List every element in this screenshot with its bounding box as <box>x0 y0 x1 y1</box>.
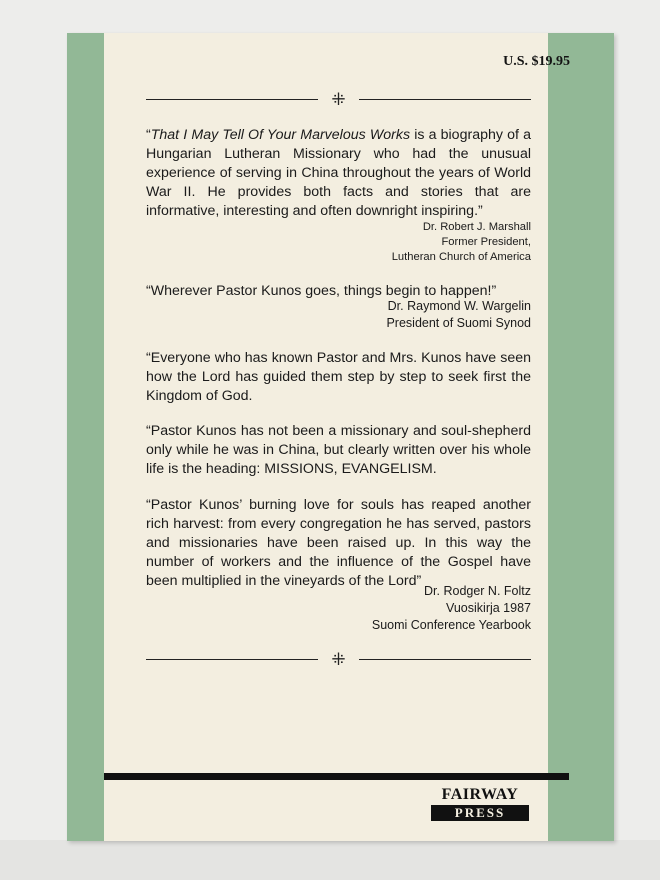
divider-line-right <box>359 99 531 100</box>
book-title: That I May Tell Of Your Marvelous Works <box>150 127 411 143</box>
publisher-name-top: FAIRWAY <box>441 786 519 803</box>
attribution-name: Dr. Raymond W. Wargelin <box>387 299 531 313</box>
attribution-role: Former President, <box>441 236 531 248</box>
attribution-foltz <box>372 583 531 634</box>
attribution-marshall <box>392 220 531 265</box>
quote-marshall <box>146 126 531 221</box>
price-label: U.S. $19.95 <box>503 54 570 69</box>
attribution-source: Vuosikirja 1987 <box>445 601 531 615</box>
attribution-org: Lutheran Church of America <box>391 251 531 263</box>
quote-kunos-family: “Everyone who has known Pastor and Mrs. Kunos have seen how the Lord has guided them step by step to seek first the Kingdom of God. <box>146 350 531 404</box>
green-band-left <box>67 33 104 841</box>
attribution-source-title: Suomi Conference Yearbook <box>371 618 531 632</box>
divider-line-left <box>146 659 318 660</box>
publisher-name-bottom: PRESS <box>431 805 529 821</box>
divider-line-left <box>146 99 318 100</box>
table-surface <box>0 840 660 880</box>
green-band-right <box>548 33 614 841</box>
divider-line-right <box>359 659 531 660</box>
attribution-name: Dr. Robert J. Marshall <box>422 221 531 233</box>
asterism-icon: ⁜ <box>331 90 346 110</box>
attribution-wargelin <box>386 298 531 332</box>
asterism-icon: ⁜ <box>331 650 346 670</box>
ornament-divider-top <box>146 90 531 110</box>
quote-wargelin: “Wherever Pastor Kunos goes, things begin to happen!” <box>146 283 497 299</box>
open-quote: “ <box>146 127 151 143</box>
quote-body: is a biography of a Hungarian Lutheran Missionary who had the unusual experience of serving in China throughout the years of World War II. He provides both facts and stories that are informative, interesting and often downright inspiring.” <box>146 127 531 219</box>
quote-foltz: “Pastor Kunos’ burning love for souls has reaped another rich harvest: from every congregation he has served, pastors and missionaries have been raised up. In this way the number of workers and the influence of the Gospel have been multiplied in the vineyards of the Lord” <box>146 497 531 589</box>
publisher-logo <box>428 786 532 823</box>
attribution-role: President of Suomi Synod <box>386 316 531 330</box>
ornament-divider-bottom <box>146 650 531 670</box>
quote-missions: “Pastor Kunos has not been a missionary and soul-shepherd only while he was in China, but clearly written over his whole life is the heading: MISSIONS, EVANGELISM. <box>146 423 531 477</box>
attribution-name: Dr. Rodger N. Foltz <box>424 584 531 598</box>
black-rule <box>104 773 569 780</box>
